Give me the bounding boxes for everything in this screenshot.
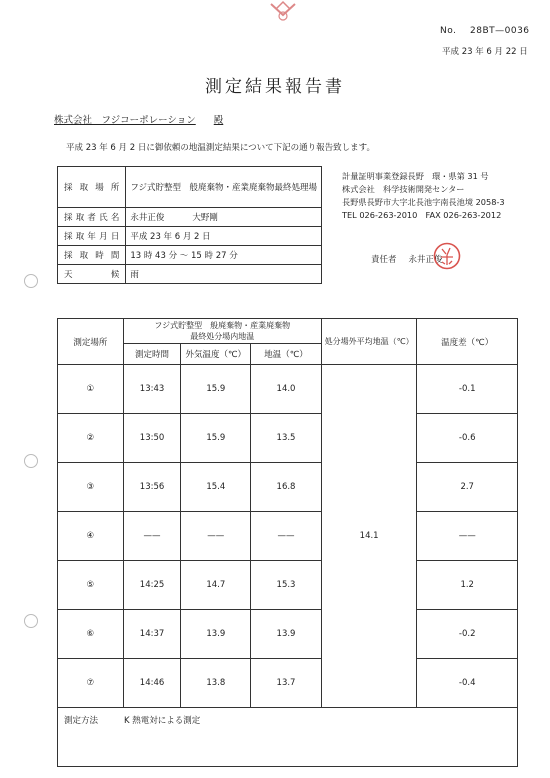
info-row-sampler [58,208,322,227]
table-row [58,659,518,708]
responsible-label: 責任者 [371,255,397,265]
info-row-weather [58,265,322,284]
row-time: —— [123,512,181,561]
row-air-temp: 14.7 [181,561,251,610]
row-air-temp: —— [181,512,251,561]
col-ground-header: 地温（℃） [251,344,322,365]
punch-hole-icon [24,454,38,468]
document-number-value: 28BT—0036 [470,26,530,36]
row-time: 13:43 [123,365,181,414]
measurement-table [57,318,518,767]
table-header-row [58,319,518,344]
col-time-header: 測定時間 [123,344,181,365]
time-value: 13 時 43 分 〜 15 時 27 分 [126,246,322,265]
row-temp-diff: -0.1 [417,365,518,414]
table-row [58,610,518,659]
issuer-address: 長野県長野市大字北長池字南長池境 2058-3 [342,197,505,207]
site-value: フジ式貯整型 般廃棄物・産業廃棄物最終処理場 [126,167,322,208]
row-air-temp: 13.8 [181,659,251,708]
row-temp-diff: -0.4 [417,659,518,708]
row-time: 14:46 [123,659,181,708]
row-ground-temp: 13.7 [251,659,322,708]
row-temp-diff: 1.2 [417,561,518,610]
responsible-name: 永井正俊 [408,255,443,265]
col-outside-header: 処分場外平均地温（℃） [321,319,417,365]
table-row [58,414,518,463]
row-point: ② [58,414,124,463]
issue-date: 平成 23 年 6 月 22 日 [442,47,528,57]
row-ground-temp: —— [251,512,322,561]
company-logo-icon [268,0,298,22]
method-cell [58,708,518,767]
sampler-name-1: 永井正俊 [130,213,165,223]
issuer-company: 株式会社 科学技術開発センター [342,184,465,194]
document-number [440,26,530,36]
col-group-header: フジ式貯整型 般廃棄物・産業廃棄物 最終処分場内地温 [123,319,321,344]
page-title: 測定結果報告書 [205,77,345,97]
weather-value: 雨 [126,265,322,284]
row-temp-diff: —— [417,512,518,561]
row-air-temp: 15.4 [181,463,251,512]
row-point: ⑦ [58,659,124,708]
sampler-name-2: 大野剛 [192,213,218,223]
row-point: ⑤ [58,561,124,610]
punch-hole-icon [24,274,38,288]
row-ground-temp: 16.8 [251,463,322,512]
outside-average-temp: 14.1 [321,365,417,708]
issuer-registration: 計量証明事業登録長野 環・県第 31 号 [342,171,489,181]
sampler-value [126,208,322,227]
row-point: ① [58,365,124,414]
info-row-time [58,246,322,265]
row-ground-temp: 15.3 [251,561,322,610]
issuer-phone-fax: TEL 026-263-2010 FAX 026-263-2012 [342,210,502,220]
row-point: ⑥ [58,610,124,659]
col-point-header: 測定場所 [58,319,124,365]
issuer-block [342,170,505,222]
method-label: 測定方法 [64,716,99,726]
row-time: 13:56 [123,463,181,512]
method-value: K 熱電対による測定 [124,716,201,726]
table-row [58,463,518,512]
recipient-company: 株式会社 フジコーポレーション [54,115,196,126]
seal-stamp-icon [433,242,461,270]
row-air-temp: 15.9 [181,414,251,463]
row-temp-diff: -0.2 [417,610,518,659]
recipient-honorific: 殿 [213,115,224,126]
site-label: 採取場所 [58,167,126,208]
time-label: 採取時間 [58,246,126,265]
table-row [58,365,518,414]
recipient [54,112,223,126]
weather-label: 天候 [58,265,126,284]
row-point: ④ [58,512,124,561]
row-point: ③ [58,463,124,512]
info-row-site [58,167,322,208]
row-air-temp: 13.9 [181,610,251,659]
sampling-info-table [57,166,322,284]
date-label: 採取年月日 [58,227,126,246]
info-row-date [58,227,322,246]
row-ground-temp: 13.5 [251,414,322,463]
date-value: 平成 23 年 6 月 2 日 [126,227,322,246]
table-row [58,512,518,561]
row-time: 13:50 [123,414,181,463]
row-time: 14:37 [123,610,181,659]
row-temp-diff: 2.7 [417,463,518,512]
row-air-temp: 15.9 [181,365,251,414]
col-air-header: 外気温度（℃） [181,344,251,365]
responsible-person [371,253,443,265]
document-number-label: No. [440,26,457,36]
row-temp-diff: -0.6 [417,414,518,463]
punch-hole-icon [24,614,38,628]
row-ground-temp: 13.9 [251,610,322,659]
sampler-label: 採取者氏名 [58,208,126,227]
row-ground-temp: 14.0 [251,365,322,414]
intro-text: 平成 23 年 6 月 2 日に御依頼の地温測定結果について下記の通り報告致します。 [66,143,375,153]
table-row [58,561,518,610]
col-diff-header: 温度差（℃） [417,319,518,365]
row-time: 14:25 [123,561,181,610]
method-row [58,708,518,767]
